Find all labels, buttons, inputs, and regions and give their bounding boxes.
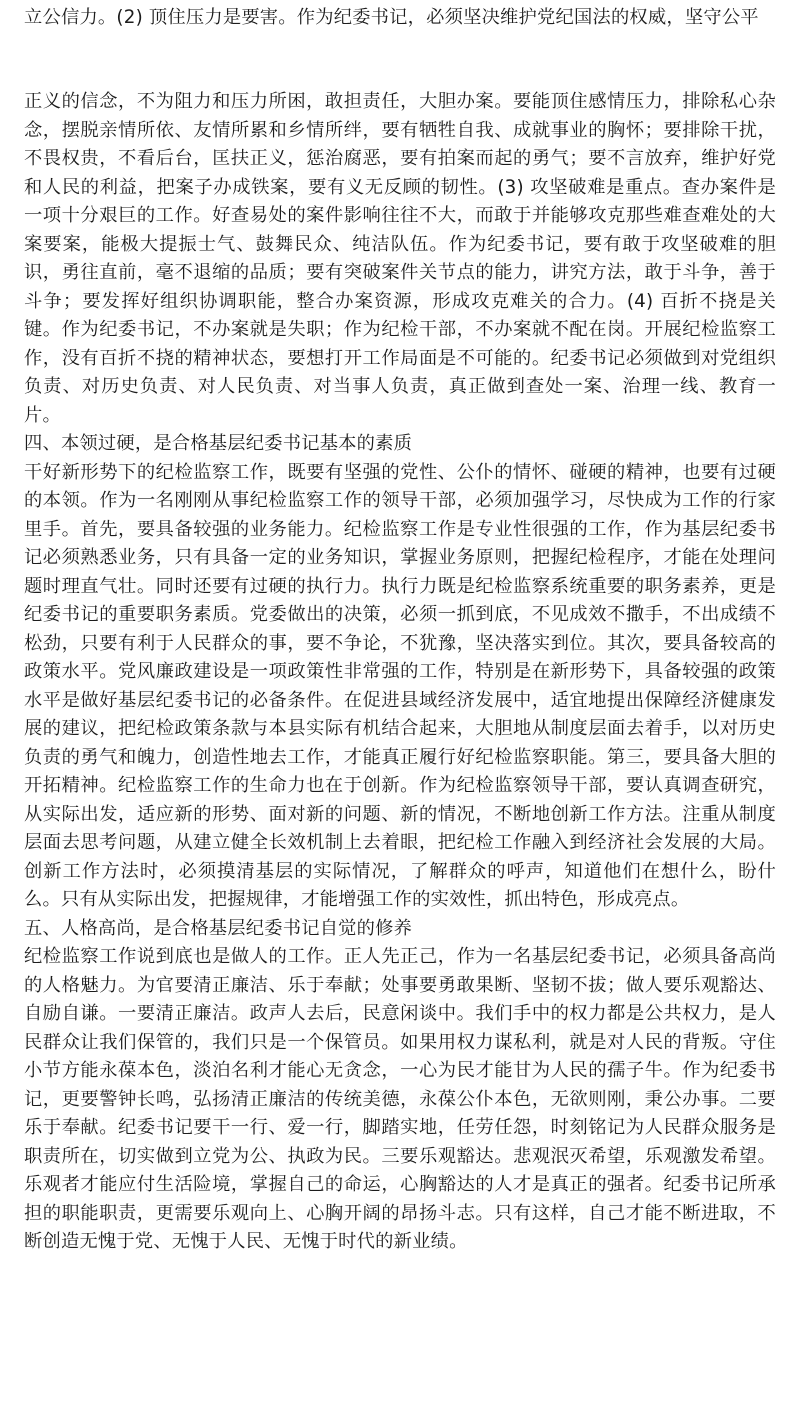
document-body	[24, 88, 776, 1257]
heading-section-5: 五、人格高尚，是合格基层纪委书记自觉的修养	[24, 917, 413, 939]
top-fragment-text: 立公信力。(2) 顶住压力是要害。作为纪委书记，必须坚决维护党纪国法的权威，坚守公平	[24, 7, 759, 28]
heading-section-4: 四、本领过硬，是合格基层纪委书记基本的素质	[24, 433, 413, 454]
paragraph-3: 纪检监察工作说到底也是做人的工作。正人先正己，作为一名基层纪委书记，必须具备高尚的人格魅力。为官要清正廉洁、乐于奉献；处事要勇敢果断、坚韧不拔；做人要乐观豁达、自励自谦。一要清正廉洁。政声人去后，民意闲谈中。我们手中的权力都是公共权力，是人民群众让我们保管的，我们只是一个保管员。如果用权力谋私利，就是对人民的背叛。守住小节方能永葆本色，淡泊名利才能心无贪念，一心为民才能甘为人民的孺子牛。作为纪委书记，更要警钟长鸣，弘扬清正廉洁的传统美德，永葆公仆本色，无欲则刚，秉公办事。二要乐于奉献。纪委书记要干一行、爱一行，脚踏实地，任劳任怨，时刻铭记为人民群众服务是职责所在，切实做到立党为公、执政为民。三要乐观豁达。悲观泯灭希望，乐观激发希望。乐观者才能应付生活险境，掌握自己的命运，心胸豁达的人才是真正的强者。纪委书记所承担的职能职责，更需要乐观向上、心胸开阔的昂扬斗志。只有这样，自己才能不断进取，不断创造无愧于党、无愧于人民、无愧于时代的新业绩。	[24, 946, 776, 1252]
paragraph-2: 干好新形势下的纪检监察工作，既要有坚强的党性、公仆的情怀、碰硬的精神，也要有过硬的本领。作为一名刚刚从事纪检监察工作的领导干部，必须加强学习，尽快成为工作的行家里手。首先，要具备较强的业务能力。纪检监察工作是专业性很强的工作，作为基层纪委书记必须熟悉业务，只有具备一定的业务知识，掌握业务原则，把握纪检程序，才能在处理问题时理直气壮。同时还要有过硬的执行力。执行力既是纪检监察系统重要的职务素养，更是纪委书记的重要职务素质。党委做出的决策，必须一抓到底，不见成效不撒手，不出成绩不松劲，只要有利于人民群众的事，要不争论，不犹豫，坚决落实到位。其次，要具备较高的政策水平。党风廉政建设是一项政策性非常强的工作，特别是在新形势下，具备较强的政策水平是做好基层纪委书记的必备条件。在促进县域经济发展中，适宜地提出保障经济健康发展的建议，把纪检政策条款与本县实际有机结合起来，大胆地从制度层面去着手，以对历史负责的勇气和魄力，创造性地去工作，才能真正履行好纪检监察职能。第三，要具备大胆的开拓精神。纪检监察工作的生命力也在于创新。作为纪检监察领导干部，要认真调查研究，从实际出发，适应新的形势、面对新的问题、新的情况，不断地创新工作方法。注重从制度层面去思考问题，从建立健全长效机制上去着眼，把纪检工作融入到经济社会发展的大局。创新工作方法时，必须摸清基层的实际情况，了解群众的呼声，知道他们在想什么，盼什么。只有从实际出发，把握规律，才能增强工作的实效性，抓出特色，形成亮点。	[24, 461, 776, 910]
paragraph-1: 正义的信念，不为阻力和压力所困，敢担责任，大胆办案。要能顶住感情压力，排除私心杂念，摆脱亲情所依、友情所累和乡情所绊，要有牺牲自我、成就事业的胸怀；要排除干扰，不畏权贵，不看后台，匡扶正义，惩治腐恶，要有拍案而起的勇气；要不言放弃，维护好党和人民的利益，把案子办成铁案，要有义无反顾的韧性。(3) 攻坚破难是重点。查办案件是一项十分艰巨的工作。好查易处的案件影响往往不大，而敢于并能够攻克那些难查难处的大案要案，能极大提振士气、鼓舞民众、纯洁队伍。作为纪委书记，要有敢于攻坚破难的胆识，勇往直前，毫不退缩的品质；要有突破案件关节点的能力，讲究方法，敢于斗争，善于斗争；要发挥好组织协调职能，整合办案资源，形成攻克难关的合力。(4) 百折不挠是关键。作为纪委书记，不办案就是失职；作为纪检干部，不办案就不配在岗。开展纪检监察工作，没有百折不挠的精神状态，要想打开工作局面是不可能的。纪委书记必须做到对党组织负责、对历史负责、对人民负责、对当事人负责，真正做到查处一案、治理一线、教育一片。	[24, 91, 776, 426]
cut-off-top-line	[0, 0, 800, 1]
